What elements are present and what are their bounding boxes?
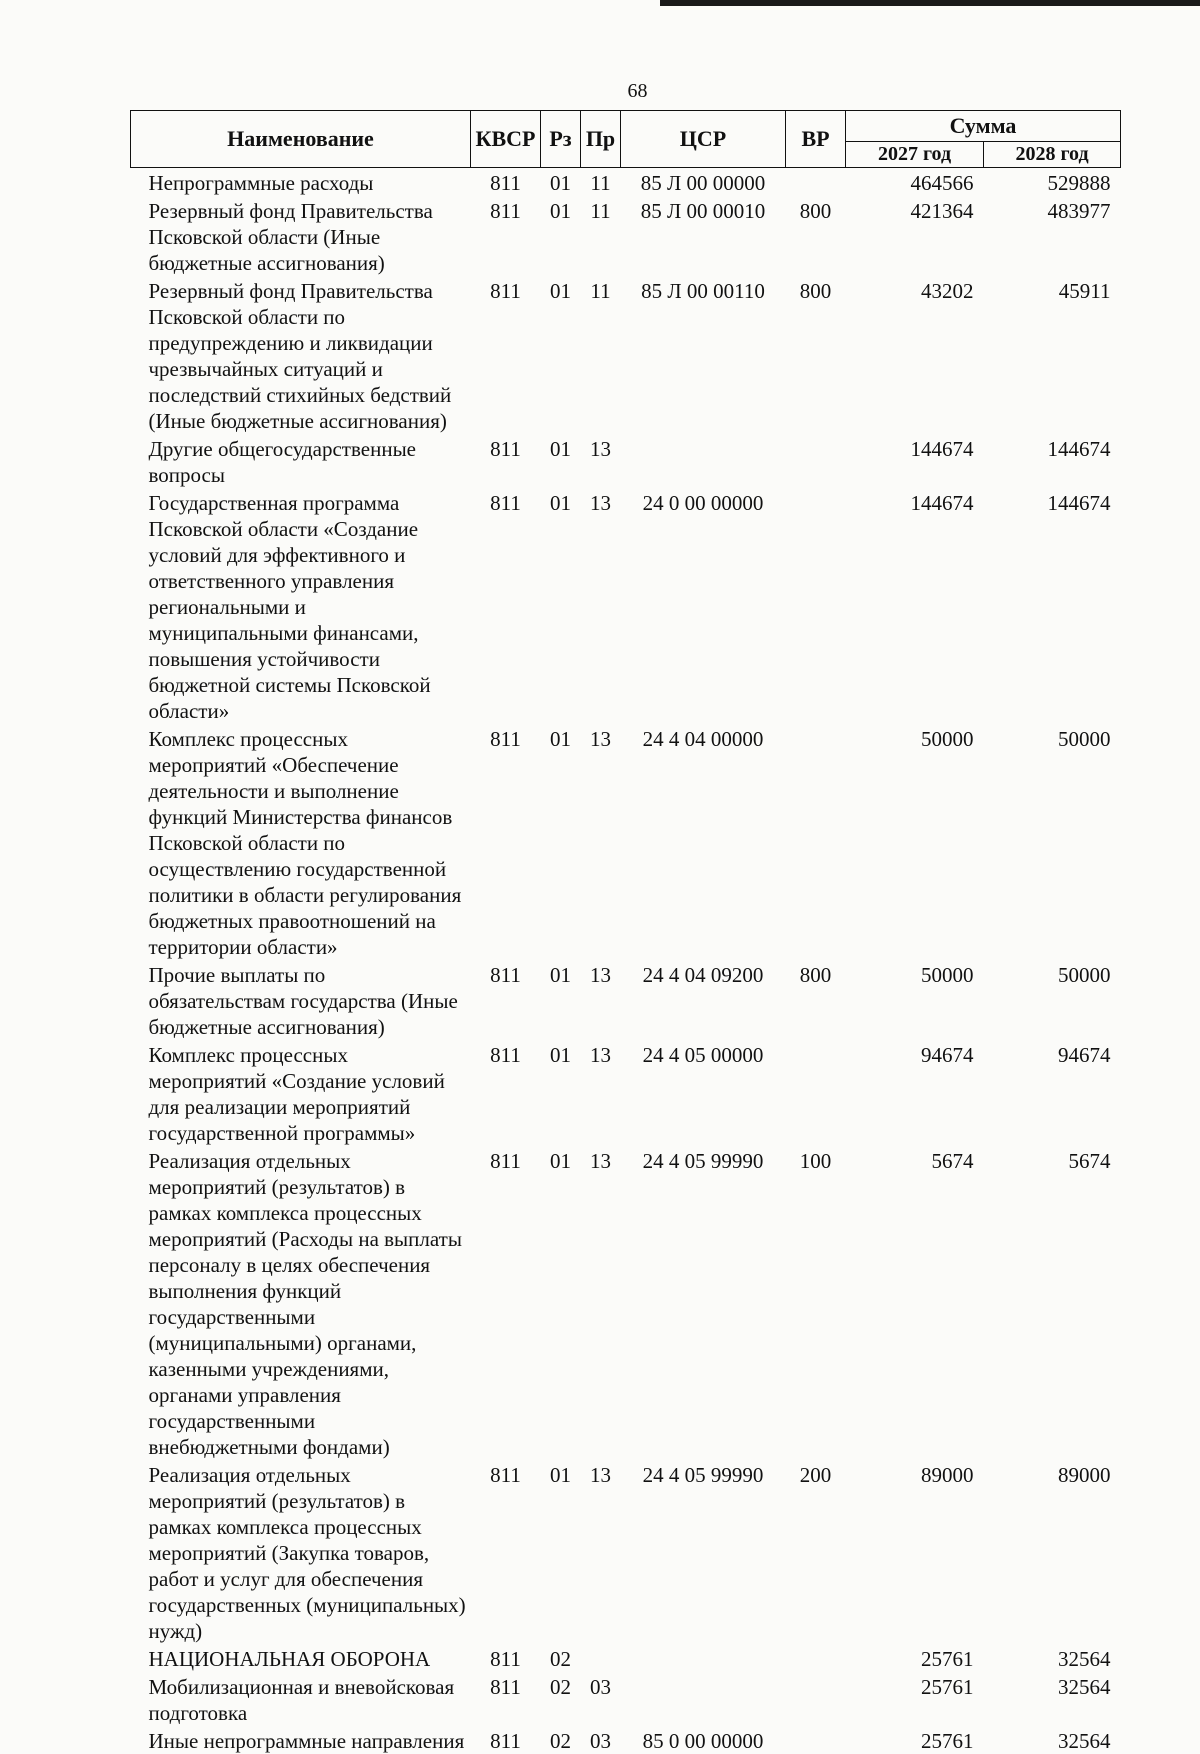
- cell-2028: 89000: [984, 1460, 1121, 1644]
- cell-vr: [786, 488, 846, 724]
- cell-vr: 800: [786, 196, 846, 276]
- cell-kvsr: 811: [471, 196, 541, 276]
- table-row: [131, 1644, 1121, 1672]
- cell-2028: 32564: [984, 1644, 1121, 1672]
- header-pr: Пр: [581, 111, 621, 168]
- cell-vr: 800: [786, 276, 846, 434]
- cell-rz: 01: [541, 434, 581, 488]
- cell-name: Комплекс процессных мероприятий «Обеспечение деятельности и выполнение функций Министерства финансов Псковской области по осуществлению государственной политики в области регулирования бюджетных правоотношений на территории области»: [131, 724, 471, 960]
- table-header: [131, 111, 1121, 168]
- cell-rz: 01: [541, 724, 581, 960]
- cell-csr: 85 0 00 00000: [621, 1726, 786, 1754]
- cell-vr: [786, 1644, 846, 1672]
- cell-kvsr: 811: [471, 168, 541, 197]
- cell-name: НАЦИОНАЛЬНАЯ ОБОРОНА: [131, 1644, 471, 1672]
- cell-pr: [581, 1644, 621, 1672]
- table-row: [131, 1460, 1121, 1644]
- cell-2027: 94674: [846, 1040, 984, 1146]
- cell-2027: 5674: [846, 1146, 984, 1460]
- cell-2027: 421364: [846, 196, 984, 276]
- cell-rz: 02: [541, 1726, 581, 1754]
- cell-pr: 13: [581, 960, 621, 1040]
- cell-vr: 200: [786, 1460, 846, 1644]
- cell-name: Комплекс процессных мероприятий «Создание условий для реализации мероприятий государственной программы»: [131, 1040, 471, 1146]
- table-row: [131, 196, 1121, 276]
- cell-rz: 02: [541, 1644, 581, 1672]
- cell-rz: 01: [541, 276, 581, 434]
- cell-pr: 13: [581, 724, 621, 960]
- table-row: [131, 1672, 1121, 1726]
- cell-2028: 32564: [984, 1672, 1121, 1726]
- cell-2028: 5674: [984, 1146, 1121, 1460]
- table-body: [131, 168, 1121, 1754]
- cell-rz: 02: [541, 1672, 581, 1726]
- cell-kvsr: 811: [471, 434, 541, 488]
- cell-csr: 24 4 05 00000: [621, 1040, 786, 1146]
- cell-kvsr: 811: [471, 1672, 541, 1726]
- table-row: [131, 434, 1121, 488]
- header-year-2028: 2028 год: [984, 142, 1121, 168]
- cell-2027: 144674: [846, 434, 984, 488]
- top-edge-line: [660, 0, 1200, 6]
- cell-2027: 25761: [846, 1726, 984, 1754]
- cell-2027: 43202: [846, 276, 984, 434]
- cell-vr: [786, 168, 846, 197]
- cell-name: Другие общегосударственные вопросы: [131, 434, 471, 488]
- cell-vr: [786, 1040, 846, 1146]
- cell-kvsr: 811: [471, 488, 541, 724]
- cell-kvsr: 811: [471, 960, 541, 1040]
- cell-rz: 01: [541, 488, 581, 724]
- cell-csr: 85 Л 00 00010: [621, 196, 786, 276]
- cell-name: Государственная программа Псковской области «Создание условий для эффективного и ответственного управления региональными и муниципальными финансами, повышения устойчивости бюджетной системы Псковской области»: [131, 488, 471, 724]
- cell-name: Непрограммные расходы: [131, 168, 471, 197]
- cell-kvsr: 811: [471, 1644, 541, 1672]
- cell-pr: 13: [581, 488, 621, 724]
- cell-2028: 144674: [984, 434, 1121, 488]
- cell-2028: 45911: [984, 276, 1121, 434]
- header-kvsr: КВСР: [471, 111, 541, 168]
- cell-name: Резервный фонд Правительства Псковской области по предупреждению и ликвидации чрезвычайных ситуаций и последствий стихийных бедствий (Иные бюджетные ассигнования): [131, 276, 471, 434]
- cell-2027: 144674: [846, 488, 984, 724]
- cell-2028: 144674: [984, 488, 1121, 724]
- cell-rz: 01: [541, 1040, 581, 1146]
- cell-vr: 800: [786, 960, 846, 1040]
- table-row: [131, 960, 1121, 1040]
- cell-vr: [786, 724, 846, 960]
- cell-name: Иные непрограммные направления: [131, 1726, 471, 1754]
- cell-kvsr: 811: [471, 1040, 541, 1146]
- cell-csr: [621, 1644, 786, 1672]
- cell-csr: 24 0 00 00000: [621, 488, 786, 724]
- cell-csr: 85 Л 00 00000: [621, 168, 786, 197]
- table-row: [131, 488, 1121, 724]
- cell-rz: 01: [541, 960, 581, 1040]
- cell-2027: 50000: [846, 960, 984, 1040]
- budget-table: [130, 110, 1121, 1754]
- cell-2027: 464566: [846, 168, 984, 197]
- cell-rz: 01: [541, 1460, 581, 1644]
- cell-name: Резервный фонд Правительства Псковской области (Иные бюджетные ассигнования): [131, 196, 471, 276]
- cell-2028: 483977: [984, 196, 1121, 276]
- table-row: [131, 276, 1121, 434]
- table-row: [131, 168, 1121, 197]
- cell-csr: 24 4 04 09200: [621, 960, 786, 1040]
- table-row: [131, 1040, 1121, 1146]
- cell-2027: 25761: [846, 1644, 984, 1672]
- cell-kvsr: 811: [471, 276, 541, 434]
- cell-vr: [786, 434, 846, 488]
- cell-csr: 24 4 05 99990: [621, 1460, 786, 1644]
- cell-pr: 13: [581, 1460, 621, 1644]
- cell-2027: 25761: [846, 1672, 984, 1726]
- cell-pr: 13: [581, 1040, 621, 1146]
- page-number: 68: [0, 80, 1200, 103]
- cell-rz: 01: [541, 1146, 581, 1460]
- header-vr: ВР: [786, 111, 846, 168]
- cell-csr: 85 Л 00 00110: [621, 276, 786, 434]
- cell-pr: 11: [581, 168, 621, 197]
- table-row: [131, 1146, 1121, 1460]
- header-csr: ЦСР: [621, 111, 786, 168]
- cell-rz: 01: [541, 196, 581, 276]
- cell-2028: 50000: [984, 724, 1121, 960]
- cell-pr: 03: [581, 1726, 621, 1754]
- cell-name: Прочие выплаты по обязательствам государства (Иные бюджетные ассигнования): [131, 960, 471, 1040]
- cell-kvsr: 811: [471, 724, 541, 960]
- header-sum: Сумма: [846, 111, 1121, 142]
- table-row: [131, 1726, 1121, 1754]
- cell-kvsr: 811: [471, 1146, 541, 1460]
- cell-2028: 32564: [984, 1726, 1121, 1754]
- cell-2027: 50000: [846, 724, 984, 960]
- header-year-2027: 2027 год: [846, 142, 984, 168]
- cell-2028: 94674: [984, 1040, 1121, 1146]
- cell-2028: 529888: [984, 168, 1121, 197]
- cell-name: Мобилизационная и вневойсковая подготовка: [131, 1672, 471, 1726]
- cell-vr: [786, 1672, 846, 1726]
- cell-kvsr: 811: [471, 1726, 541, 1754]
- cell-csr: [621, 434, 786, 488]
- cell-2027: 89000: [846, 1460, 984, 1644]
- cell-pr: 13: [581, 434, 621, 488]
- cell-name: Реализация отдельных мероприятий (результатов) в рамках комплекса процессных мероприятий (Закупка товаров, работ и услуг для обеспечения государственных (муниципальных) нужд): [131, 1460, 471, 1644]
- cell-pr: 03: [581, 1672, 621, 1726]
- cell-pr: 11: [581, 196, 621, 276]
- cell-pr: 13: [581, 1146, 621, 1460]
- budget-table-container: [130, 110, 1120, 1754]
- cell-rz: 01: [541, 168, 581, 197]
- header-rz: Рз: [541, 111, 581, 168]
- cell-pr: 11: [581, 276, 621, 434]
- cell-csr: [621, 1672, 786, 1726]
- cell-2028: 50000: [984, 960, 1121, 1040]
- cell-vr: 100: [786, 1146, 846, 1460]
- cell-kvsr: 811: [471, 1460, 541, 1644]
- header-name: Наименование: [131, 111, 471, 168]
- cell-csr: 24 4 05 99990: [621, 1146, 786, 1460]
- cell-name: Реализация отдельных мероприятий (результатов) в рамках комплекса процессных мероприятий (Расходы на выплаты персоналу в целях обеспечения выполнения функций государственными (муниципальными) органами, казенными учреждениями, органами управления государственными внебюджетными фондами): [131, 1146, 471, 1460]
- table-row: [131, 724, 1121, 960]
- cell-csr: 24 4 04 00000: [621, 724, 786, 960]
- cell-vr: [786, 1726, 846, 1754]
